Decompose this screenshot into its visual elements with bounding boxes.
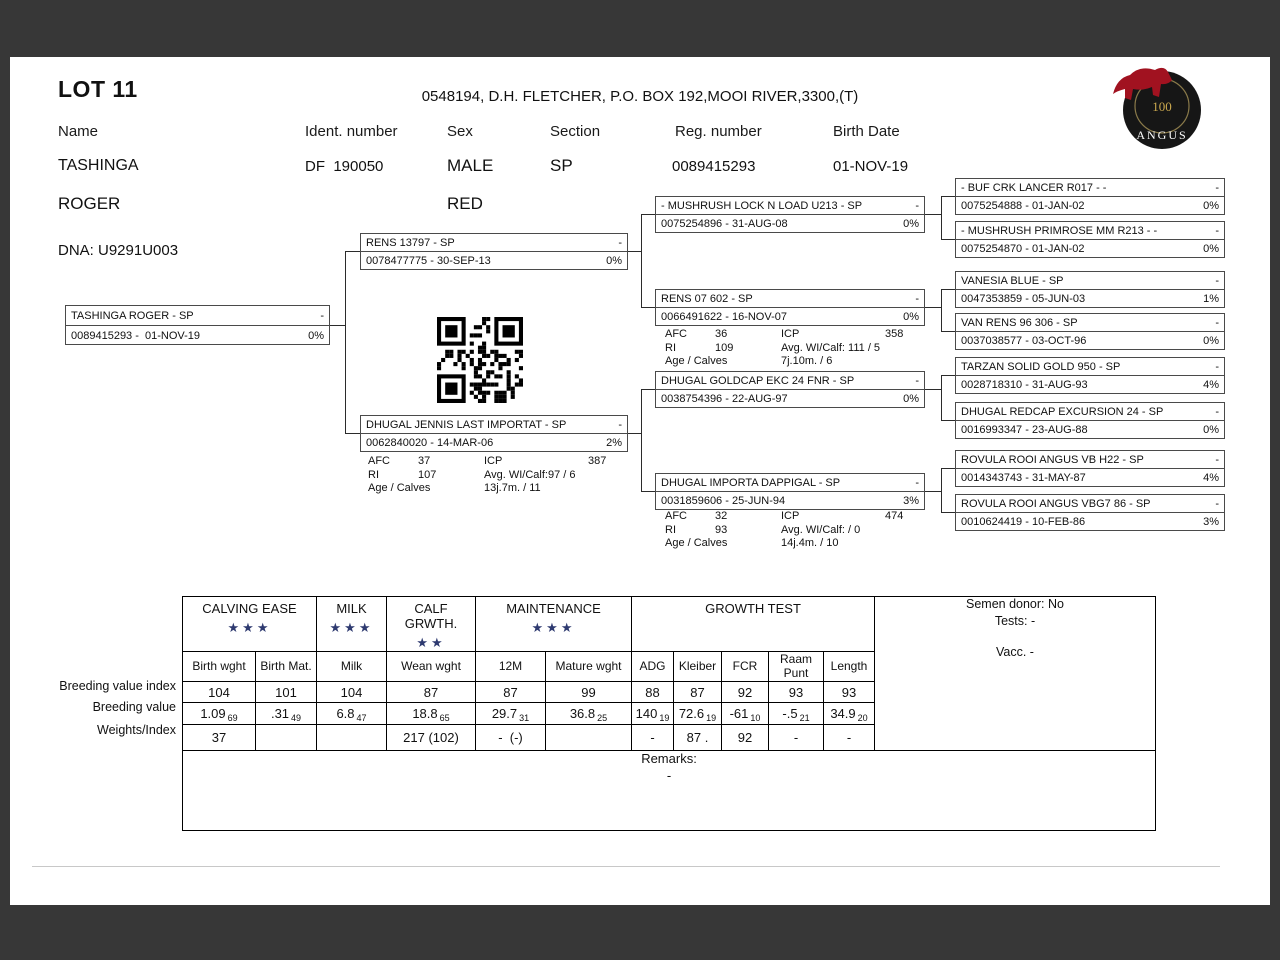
inbreeding-pct: 3%: [903, 494, 919, 507]
afc-value: 36: [715, 328, 728, 340]
animal-name: VAN RENS 96 306 - SP: [961, 316, 1078, 329]
connector-line: [330, 325, 345, 326]
animal-reg: 0078477775 - 30-SEP-13: [366, 254, 491, 267]
breeding-table: [182, 596, 1156, 831]
connector-line: [941, 331, 955, 332]
animal-name-line1: TASHINGA: [58, 157, 139, 174]
animal-name: DHUGAL JENNIS LAST IMPORTAT - SP: [366, 418, 567, 431]
vaccinations: Vacc. -: [996, 645, 1034, 659]
bv-cell: 72.6 $_{19}$: [674, 703, 722, 725]
connector-line: [941, 512, 955, 513]
remarks-cell: [183, 751, 1156, 831]
bv-cell: 29.7 $_{31}$: [476, 703, 546, 725]
bv-cell: 18.8 $_{65}$: [387, 703, 476, 725]
animal-reg: 0016993347 - 23-AUG-88: [961, 423, 1088, 436]
connector-line: [641, 214, 655, 215]
ri-label: RI: [665, 341, 676, 354]
animal-name-line2: ROGER: [58, 194, 121, 213]
ident-number-value: DF 190050: [305, 158, 384, 175]
weights-cell: [256, 725, 317, 751]
weights-cell: -: [632, 725, 674, 751]
logo-wordmark: ANGUS: [1136, 128, 1188, 142]
col-12m: 12M: [476, 652, 546, 682]
avg-wi-label: Avg. WI/Calf:: [781, 341, 845, 354]
pedigree-box-dam: [360, 415, 628, 452]
pedigree-reg-row: [956, 421, 1224, 438]
breeder-line: 0548194, D.H. FLETCHER, P.O. BOX 192,MOOI RIVER,3300,(T): [421, 88, 859, 105]
pedigree-box-gg7: [955, 450, 1225, 487]
connector-line: [641, 307, 655, 308]
lot-number: LOT 11: [58, 76, 138, 102]
pedigree-name-row: [656, 197, 924, 215]
connector-line: [628, 251, 641, 252]
icp-label: ICP: [781, 510, 800, 522]
left-frame-bar: [0, 0, 10, 960]
bv-cell: 36.8 $_{25}$: [546, 703, 632, 725]
group-calving-ease: CALVING EASE ★★★: [183, 597, 317, 652]
label-ident-number: Ident. number: [305, 123, 398, 140]
age-calves-label: Age / Calves: [665, 537, 728, 549]
avg-wi-value: / 0: [848, 523, 861, 536]
top-frame-bar: [0, 0, 1280, 57]
animal-name: DHUGAL REDCAP EXCURSION 24 - SP: [961, 405, 1164, 418]
connector-line: [925, 389, 941, 390]
icp-value: 358: [885, 328, 904, 340]
col-milk: Milk: [317, 652, 387, 682]
birth-date-value: 01-NOV-19: [833, 158, 909, 175]
avg-wi-value: 97 / 6: [547, 468, 576, 481]
connector-line: [941, 289, 955, 290]
flag: -: [1215, 316, 1219, 329]
animal-name: ROVULA ROOI ANGUS VB H22 - SP: [961, 453, 1144, 466]
flag: -: [915, 476, 919, 489]
pedigree-box-gp4: [655, 473, 925, 510]
bvi-cell: 92: [722, 682, 769, 703]
stats-row: [665, 524, 903, 538]
pedigree-reg-row: [656, 215, 924, 232]
reg-number-value: 0089415293: [672, 158, 756, 175]
connector-line: [641, 214, 642, 308]
animal-reg: 0062840020 - 14-MAR-06: [366, 436, 494, 449]
colour-value: RED: [447, 194, 483, 213]
col-adg: ADG: [632, 652, 674, 682]
animal-reg: 0031859606 - 25-JUN-94: [661, 494, 786, 507]
connector-line: [925, 491, 941, 492]
connector-line: [641, 389, 642, 492]
stats-row: [368, 482, 606, 496]
remarks-label: Remarks:: [641, 751, 697, 766]
side-info-cell: [875, 597, 1156, 751]
connector-line: [941, 196, 942, 240]
animal-name: - MUSHRUSH PRIMROSE MM R213 - -: [961, 224, 1158, 237]
icp-label: ICP: [484, 455, 503, 467]
icp-value: 474: [885, 510, 904, 522]
animal-name: RENS 07 602 - SP: [661, 292, 753, 305]
pedigree-reg-row: [956, 513, 1224, 530]
ri-value: 93: [715, 523, 728, 536]
pedigree-name-row: [956, 358, 1224, 376]
pedigree-reg-row: [956, 332, 1224, 349]
flag: -: [320, 309, 324, 322]
flag: -: [618, 418, 622, 431]
bv-cell: 140 $_{19}$: [632, 703, 674, 725]
stars-maintenance: ★★★: [531, 620, 576, 635]
connector-line: [941, 468, 942, 513]
pedigree-name-row: [361, 416, 627, 434]
pedigree-reg-row: [956, 376, 1224, 393]
qr-code: [437, 317, 523, 403]
ri-label: RI: [368, 468, 379, 481]
weights-cell: - (-): [476, 725, 546, 751]
age-calves-value: 7j.10m. / 6: [781, 355, 833, 367]
inbreeding-pct: 0%: [903, 310, 919, 323]
bv-cell: -.5 $_{21}$: [769, 703, 824, 725]
pedigree-reg-row: [656, 492, 924, 509]
pedigree-name-row: [956, 314, 1224, 332]
inbreeding-pct: 0%: [903, 392, 919, 405]
col-kleiber: Kleiber: [674, 652, 722, 682]
pedigree-name-row: [361, 234, 627, 252]
age-calves-label: Age / Calves: [368, 482, 431, 494]
connector-line: [941, 289, 942, 332]
bvi-cell: 93: [769, 682, 824, 703]
connector-line: [925, 307, 941, 308]
animal-name: RENS 13797 - SP: [366, 236, 455, 249]
pedigree-reg-row: [956, 240, 1224, 257]
stars-milk: ★★★: [329, 620, 374, 635]
stats-row: [665, 355, 903, 369]
pedigree-name-row: [956, 495, 1224, 513]
inbreeding-pct: 0%: [903, 217, 919, 230]
inbreeding-pct: 0%: [1203, 423, 1219, 436]
col-birth-wght: Birth wght: [183, 652, 256, 682]
stats-row: [368, 455, 606, 469]
stats-row: [665, 342, 903, 356]
remarks-value: -: [666, 768, 672, 783]
pedigree-box-gg1: [955, 178, 1225, 215]
flag: -: [915, 292, 919, 305]
connector-line: [628, 433, 641, 434]
weights-cell: [317, 725, 387, 751]
inbreeding-pct: 0%: [1203, 334, 1219, 347]
pedigree-name-row: [956, 272, 1224, 290]
bvi-cell: 87: [387, 682, 476, 703]
connector-line: [345, 251, 360, 252]
animal-name: DHUGAL IMPORTA DAPPIGAL - SP: [661, 476, 841, 489]
weights-cell: 87 .: [674, 725, 722, 751]
pedigree-name-row: [956, 403, 1224, 421]
afc-label: AFC: [368, 455, 390, 467]
flag: -: [1215, 274, 1219, 287]
weights-cell: [546, 725, 632, 751]
pedigree-name-row: [656, 372, 924, 390]
animal-name: TARZAN SOLID GOLD 950 - SP: [961, 360, 1121, 373]
stats-row: [665, 328, 903, 342]
animal-reg: 0089415293 - 01-NOV-19: [71, 329, 201, 342]
flag: -: [1215, 453, 1219, 466]
pedigree-box-subject: [65, 305, 330, 345]
bvi-cell: 104: [183, 682, 256, 703]
connector-line: [641, 389, 655, 390]
col-birth-mat: Birth Mat.: [256, 652, 317, 682]
row-label-weights-index: Weights/Index: [97, 723, 176, 737]
inbreeding-pct: 1%: [1203, 292, 1219, 305]
bv-cell: 34.9 $_{20}$: [824, 703, 875, 725]
age-calves-value: 14j.4m. / 10: [781, 537, 839, 549]
right-frame-bar: [1270, 0, 1280, 960]
afc-label: AFC: [665, 328, 687, 340]
pedigree-reg-row: [656, 308, 924, 325]
col-mature-wght: Mature wght: [546, 652, 632, 682]
age-calves-value: 13j.7m. / 11: [484, 482, 541, 494]
flag: -: [1215, 181, 1219, 194]
label-sex: Sex: [447, 123, 473, 140]
pedigree-reg-row: [656, 390, 924, 407]
weights-cell: -: [769, 725, 824, 751]
animal-reg: 0010624419 - 10-FEB-86: [961, 515, 1086, 528]
pedigree-name-row: [656, 474, 924, 492]
stars-calf-growth: ★★: [416, 635, 446, 650]
inbreeding-pct: 4%: [1203, 471, 1219, 484]
bvi-cell: 93: [824, 682, 875, 703]
pedigree-box-gg4: [955, 313, 1225, 350]
inbreeding-pct: 0%: [606, 254, 622, 267]
pedigree-box-gg8: [955, 494, 1225, 531]
connector-line: [345, 433, 360, 434]
col-length: Length: [824, 652, 875, 682]
stats-block-gp2: [665, 328, 903, 369]
icp-value: 387: [588, 455, 607, 467]
bv-cell: .31 $_{49}$: [256, 703, 317, 725]
stats-row: [665, 537, 903, 551]
weights-cell: 92: [722, 725, 769, 751]
afc-value: 32: [715, 510, 728, 522]
afc-label: AFC: [665, 510, 687, 522]
label-birth-date: Birth Date: [833, 123, 900, 140]
pedigree-reg-row: [956, 469, 1224, 486]
group-milk: MILK ★★★: [317, 597, 387, 652]
age-calves-label: Age / Calves: [665, 355, 728, 367]
animal-reg: 0075254888 - 01-JAN-02: [961, 199, 1085, 212]
group-growth-test: GROWTH TEST: [632, 597, 875, 652]
stats-block-dam: [368, 455, 606, 496]
pedigree-name-row: [956, 179, 1224, 197]
animal-name: - BUF CRK LANCER R017 - -: [961, 181, 1107, 194]
pedigree-reg-row: [66, 326, 329, 345]
animal-name: DHUGAL GOLDCAP EKC 24 FNR - SP: [661, 374, 855, 387]
flag: -: [1215, 360, 1219, 373]
pedigree-box-gg5: [955, 357, 1225, 394]
icp-label: ICP: [781, 328, 800, 340]
pedigree-reg-row: [956, 290, 1224, 307]
inbreeding-pct: 0%: [1203, 199, 1219, 212]
flag: -: [1215, 497, 1219, 510]
animal-reg: 0075254870 - 01-JAN-02: [961, 242, 1085, 255]
flag: -: [915, 374, 919, 387]
inbreeding-pct: 0%: [1203, 242, 1219, 255]
ri-value: 109: [715, 341, 734, 354]
pedigree-reg-row: [361, 252, 627, 269]
stats-row: [368, 469, 606, 483]
pedigree-box-gp2: [655, 289, 925, 326]
avg-wi-label: Avg. WI/Calf:: [781, 523, 845, 536]
inbreeding-pct: 3%: [1203, 515, 1219, 528]
flag: -: [618, 236, 622, 249]
inbreeding-pct: 0%: [308, 329, 324, 342]
label-name: Name: [58, 123, 99, 140]
pedigree-box-sire: [360, 233, 628, 270]
row-label-breeding-value-index: Breeding value index: [59, 679, 176, 693]
pedigree-name-row: [66, 306, 329, 326]
bv-cell: -61 $_{10}$: [722, 703, 769, 725]
animal-reg: 0075254896 - 31-AUG-08: [661, 217, 788, 230]
pedigree-name-row: [656, 290, 924, 308]
semen-donor: Semen donor: No: [966, 597, 1064, 611]
logo-badge-text: 100: [1152, 99, 1172, 114]
animal-reg: 0047353859 - 05-JUN-03: [961, 292, 1086, 305]
pedigree-name-row: [956, 222, 1224, 240]
animal-name: - MUSHRUSH LOCK N LOAD U213 - SP: [661, 199, 863, 212]
pedigree-box-gp3: [655, 371, 925, 408]
bottom-frame-bar: [0, 905, 1280, 960]
flag: -: [1215, 405, 1219, 418]
pedigree-box-gg2: [955, 221, 1225, 258]
animal-reg: 0066491622 - 16-NOV-07: [661, 310, 787, 323]
connector-line: [941, 420, 955, 421]
weights-cell: -: [824, 725, 875, 751]
pedigree-name-row: [956, 451, 1224, 469]
bvi-cell: 99: [546, 682, 632, 703]
flag: -: [915, 199, 919, 212]
group-calf-growth: CALF GRWTH. ★★: [387, 597, 476, 652]
connector-line: [941, 468, 955, 469]
dna-number: DNA: U9291U003: [58, 242, 179, 259]
animal-reg: 0037038577 - 03-OCT-96: [961, 334, 1087, 347]
label-section: Section: [550, 123, 601, 140]
footer-separator: [32, 866, 1220, 867]
pedigree-reg-row: [361, 434, 627, 451]
pedigree-reg-row: [956, 197, 1224, 214]
connector-line: [925, 214, 941, 215]
ri-value: 107: [418, 468, 437, 481]
bvi-cell: 88: [632, 682, 674, 703]
stats-row: [665, 510, 903, 524]
group-maintenance: MAINTENANCE ★★★: [476, 597, 632, 652]
animal-name: ROVULA ROOI ANGUS VBG7 86 - SP: [961, 497, 1151, 510]
avg-wi-value: 111 / 5: [848, 341, 881, 354]
col-fcr: FCR: [722, 652, 769, 682]
pedigree-box-gg3: [955, 271, 1225, 308]
connector-line: [641, 491, 655, 492]
col-wean-wght: Wean wght: [387, 652, 476, 682]
bvi-cell: 101: [256, 682, 317, 703]
flag: -: [1215, 224, 1219, 237]
weights-cell: 217 (102): [387, 725, 476, 751]
pedigree-box-gp1: [655, 196, 925, 233]
connector-line: [941, 375, 942, 421]
label-reg-number: Reg. number: [675, 123, 762, 140]
animal-name: TASHINGA ROGER - SP: [71, 309, 194, 322]
bvi-cell: 87: [476, 682, 546, 703]
bv-cell: 1.09 $_{69}$: [183, 703, 256, 725]
stats-block-gp4: [665, 510, 903, 551]
connector-line: [941, 375, 955, 376]
avg-wi-label: Avg. WI/Calf:: [484, 468, 548, 481]
bvi-cell: 104: [317, 682, 387, 703]
row-label-breeding-value: Breeding value: [92, 700, 176, 714]
angus-logo: [1110, 62, 1202, 157]
ri-label: RI: [665, 523, 676, 536]
connector-line: [345, 251, 346, 434]
animal-reg: 0014343743 - 31-MAY-87: [961, 471, 1086, 484]
connector-line: [941, 196, 955, 197]
col-raam-punt: Raam Punt: [769, 652, 824, 682]
section-value: SP: [550, 156, 573, 175]
animal-reg: 0028718310 - 31-AUG-93: [961, 378, 1088, 391]
connector-line: [941, 239, 955, 240]
tests: Tests: -: [994, 614, 1036, 628]
sex-value: MALE: [447, 156, 494, 175]
inbreeding-pct: 4%: [1203, 378, 1219, 391]
pedigree-box-gg6: [955, 402, 1225, 439]
bv-cell: 6.8 $_{47}$: [317, 703, 387, 725]
afc-value: 37: [418, 455, 431, 467]
animal-name: VANESIA BLUE - SP: [961, 274, 1064, 287]
bvi-cell: 87: [674, 682, 722, 703]
stars-calving-ease: ★★★: [227, 620, 272, 635]
inbreeding-pct: 2%: [606, 436, 622, 449]
animal-reg: 0038754396 - 22-AUG-97: [661, 392, 788, 405]
weights-cell: 37: [183, 725, 256, 751]
